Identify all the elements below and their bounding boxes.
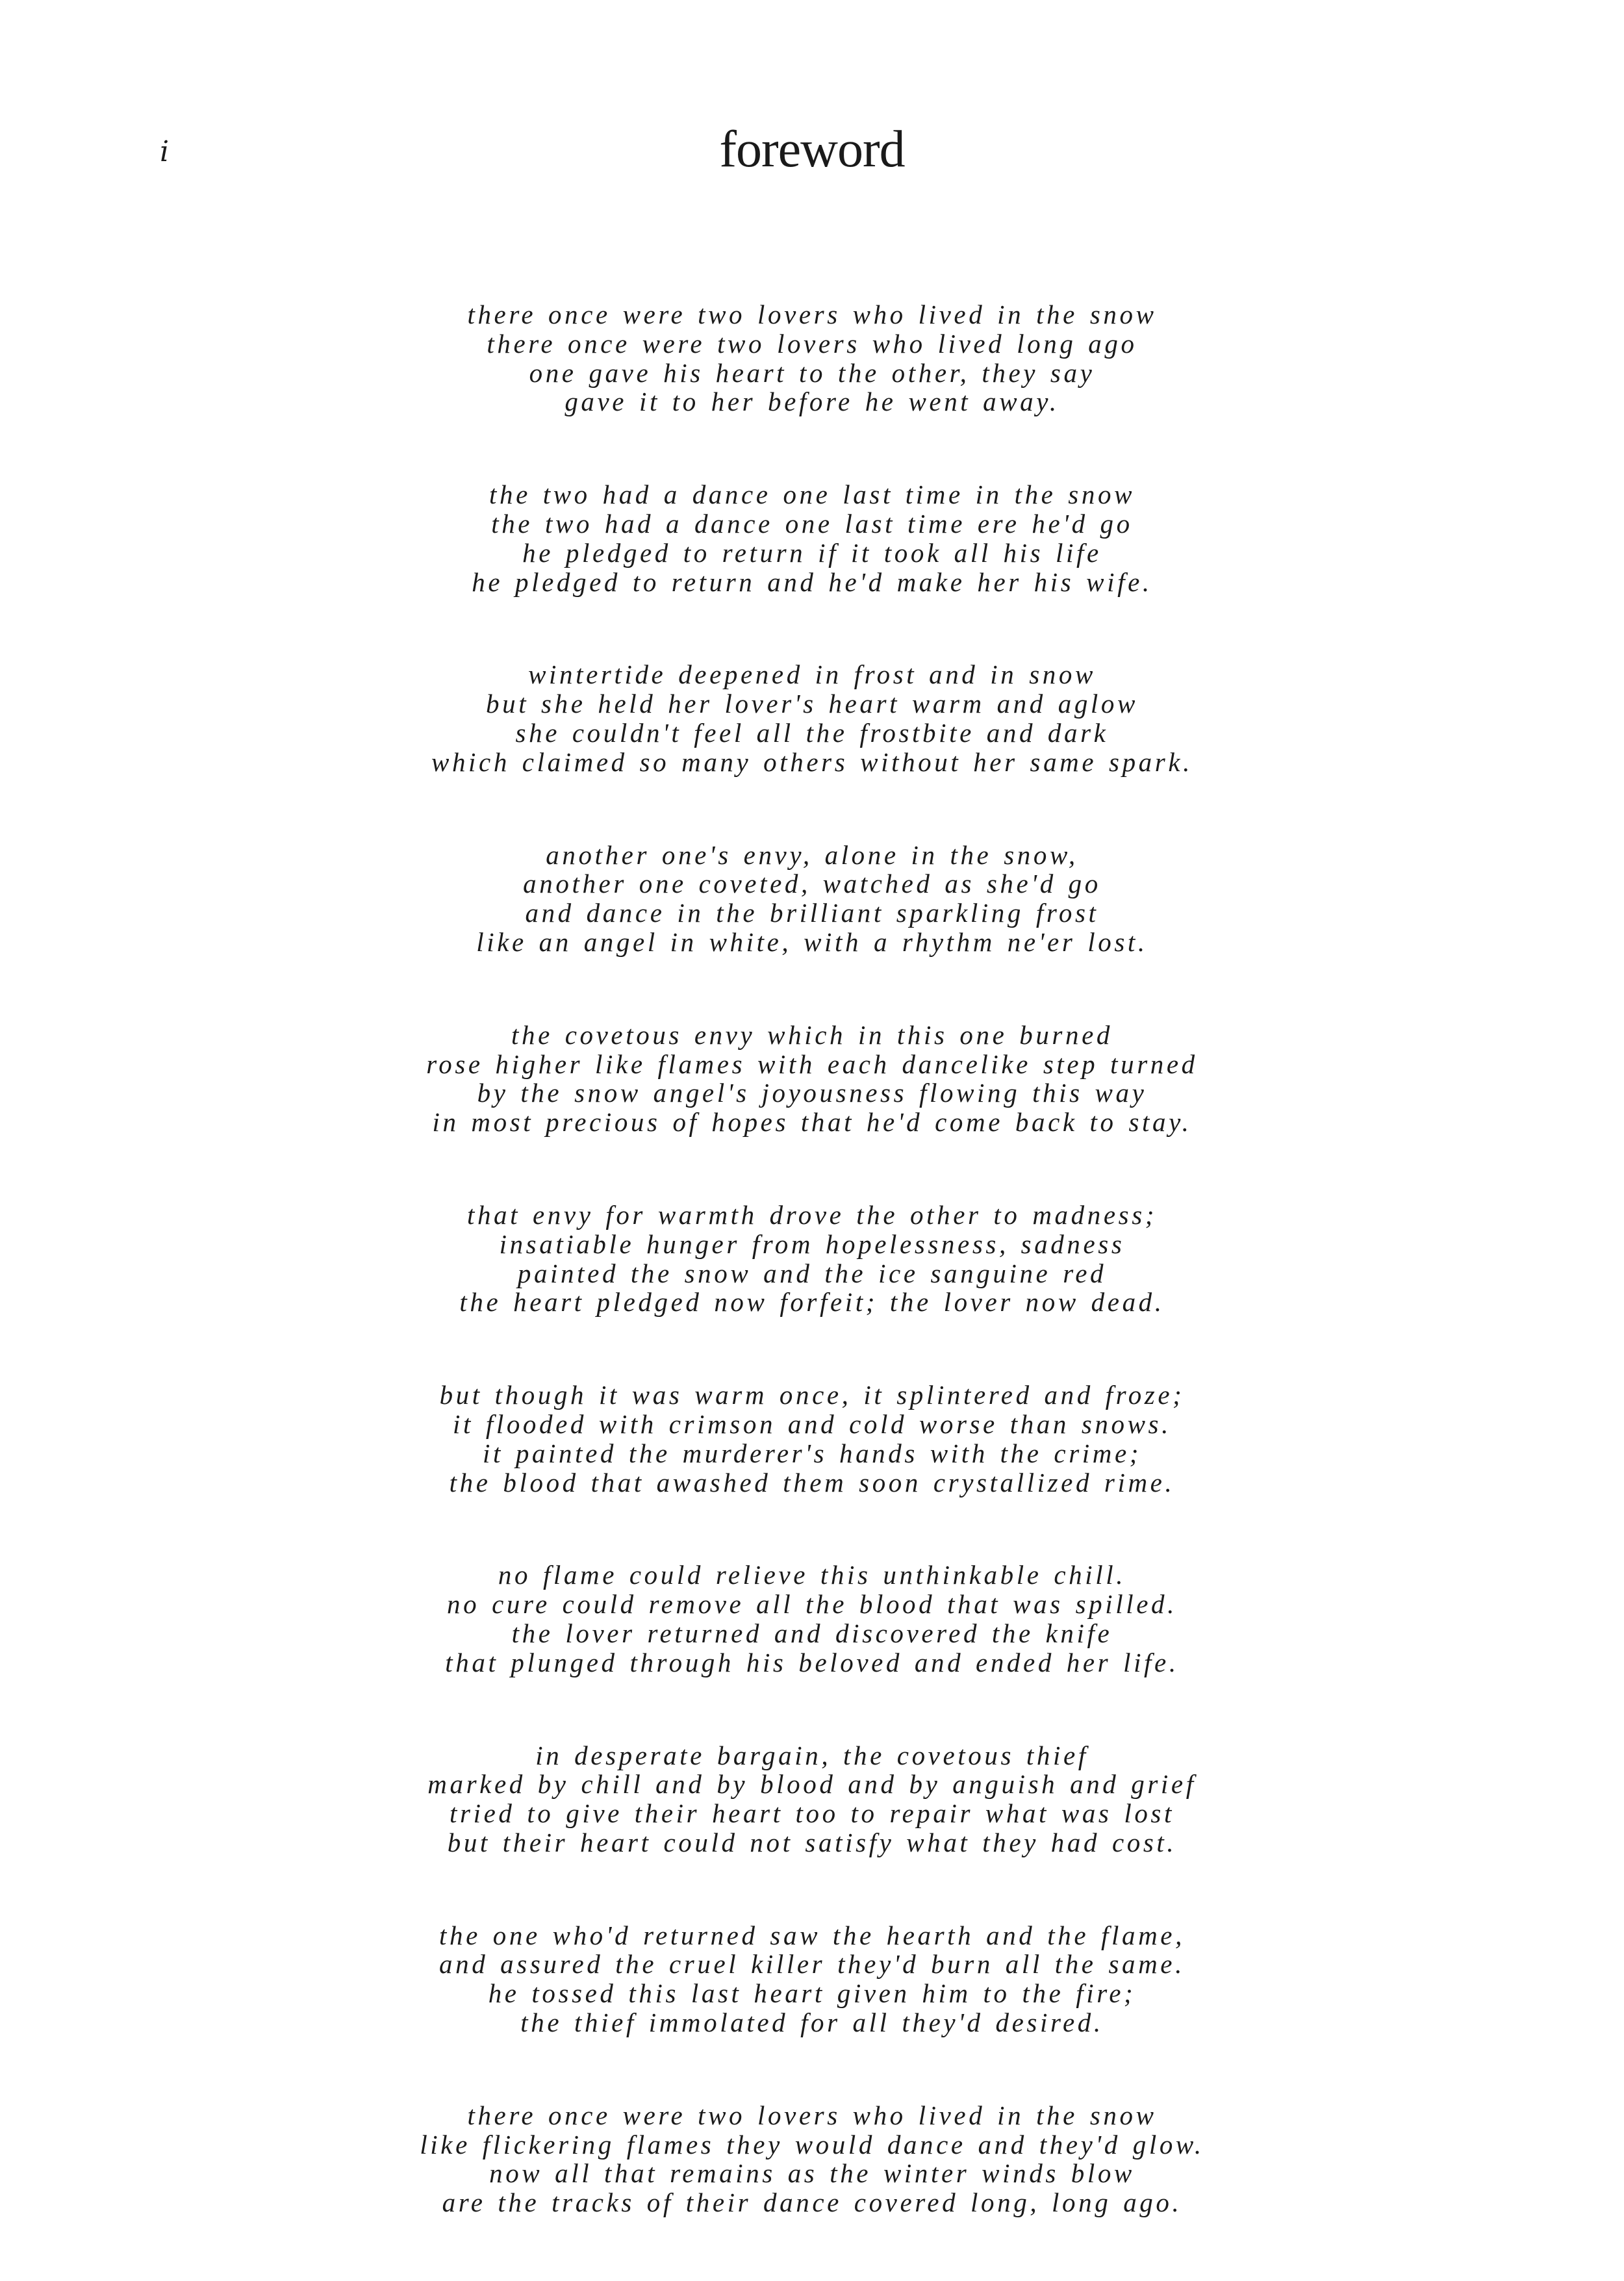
poem-line: no flame could relieve this unthinkable chill. — [498, 1560, 1126, 1590]
poem-line: the one who'd returned saw the hearth and the flame, — [439, 1920, 1185, 1950]
poem-line: by the snow angel's joyousness flowing this way — [477, 1078, 1147, 1108]
poem-line: painted the snow and the ice sanguine red — [517, 1258, 1107, 1288]
poem-line: but their heart could not satisfy what they had cost. — [447, 1827, 1177, 1857]
page-number: i — [160, 135, 170, 168]
poem-line: that envy for warmth drove the other to madness; — [466, 1199, 1158, 1230]
poem-line: she couldn't feel all the frostbite and dark — [515, 717, 1109, 748]
stanza-11 — [0, 2101, 1624, 2217]
stanza-7 — [0, 1381, 1624, 1497]
poem-line: the blood that awashed them soon crystallized rime. — [449, 1467, 1175, 1497]
poem-line: the thief immolated for all they'd desired. — [520, 2007, 1104, 2038]
poem-line: he tossed this last heart given him to the fire; — [488, 1978, 1136, 2009]
poem-line: it flooded with crimson and cold worse than snows. — [453, 1408, 1171, 1439]
poem-line: which claimed so many others without her same spark. — [431, 746, 1193, 777]
poem-line: the two had a dance one last time ere he'd go — [491, 508, 1133, 539]
stanza-5 — [0, 1021, 1624, 1137]
poem-line: that plunged through his beloved and ended her life. — [445, 1647, 1179, 1677]
poem-line: another one coveted, watched as she'd go — [523, 869, 1101, 899]
poem-line: tried to give their heart too to repair what was lost — [450, 1798, 1174, 1829]
page-title: foreword — [719, 121, 905, 178]
poem-line: the lover returned and discovered the knife — [511, 1618, 1113, 1648]
stanza-9 — [0, 1741, 1624, 1857]
poem-line: in desperate bargain, the covetous thief — [535, 1740, 1089, 1770]
poem-line: the covetous envy which in this one burned — [511, 1019, 1113, 1050]
poem-line: he pledged to return and he'd make her his wife. — [472, 567, 1152, 597]
poem-line: and assured the cruel killer they'd burn all the same. — [439, 1949, 1185, 1980]
poem-line: now all that remains as the winter winds blow — [489, 2158, 1135, 2189]
stanza-4 — [0, 841, 1624, 957]
poem-line: the two had a dance one last time in the snow — [488, 479, 1136, 510]
poem-line: he pledged to return if it took all his life — [522, 537, 1102, 568]
poem-line: but though it was warm once, it splintered and froze; — [439, 1380, 1185, 1410]
poem-line: and dance in the brilliant sparkling frost — [525, 898, 1099, 928]
stanza-8 — [0, 1561, 1624, 1677]
stanza-3 — [0, 660, 1624, 776]
poem-line: like an angel in white, with a rhythm ne'er lost. — [476, 926, 1148, 957]
stanza-6 — [0, 1201, 1624, 1317]
poem-line: there once were two lovers who lived in the snow — [467, 299, 1157, 329]
poem-line: insatiable hunger from hopelessness, sadness — [499, 1229, 1125, 1259]
poem-line: rose higher like flames with each dancelike step turned — [426, 1049, 1198, 1079]
poem-line: the heart pledged now forfeit; the lover now dead. — [459, 1287, 1165, 1318]
poem-line: there once were two lovers who lived long ago — [487, 328, 1137, 359]
poem-line: wintertide deepened in frost and in snow — [528, 659, 1096, 690]
stanza-10 — [0, 1921, 1624, 2037]
poem-line: it painted the murderer's hands with the crime; — [482, 1438, 1142, 1468]
poem-line: gave it to her before he went away. — [565, 387, 1059, 417]
poem-line: no cure could remove all the blood that was spilled. — [447, 1589, 1177, 1620]
poem-line: like flickering flames they would dance and they'd glow. — [420, 2129, 1204, 2160]
poem-line: in most precious of hopes that he'd come back to stay. — [432, 1107, 1192, 1138]
poem — [0, 300, 1624, 2281]
poem-line: there once were two lovers who lived in the snow — [467, 2100, 1157, 2130]
poem-line: but she held her lover's heart warm and aglow — [486, 689, 1138, 719]
poem-line: are the tracks of their dance covered long, long ago. — [442, 2187, 1182, 2218]
stanza-2 — [0, 480, 1624, 596]
poem-line: one gave his heart to the other, they say — [529, 357, 1095, 388]
stanza-1 — [0, 300, 1624, 416]
poem-line: another one's envy, alone in the snow, — [546, 839, 1078, 870]
poem-line: marked by chill and by blood and by anguish and grief — [427, 1769, 1197, 1800]
